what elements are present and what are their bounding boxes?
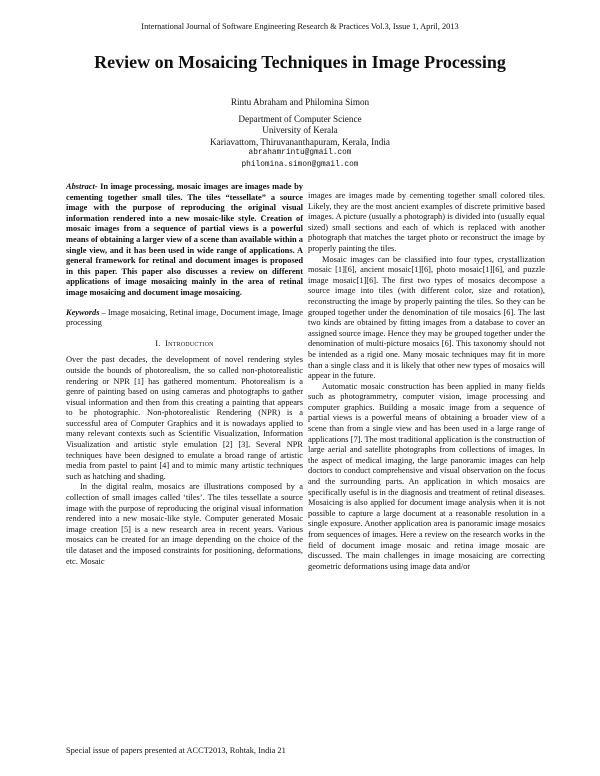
intro-paragraph-1: Over the past decades, the development of novel rendering styles outside the bounds of photorealism, the so called non-photorealistic rendering or NPR [1] has gathered momentum. Photorealism is a genre of painting based on using cameras and photographs to gather visual information and then from this creating a painting that appears to be photographic. Non-photorealistic Rendering (NPR) is a successful area of Computer Graphics and it is nowadays applied to many relevant contexts such as Scientific Visualization, Information Visualization and artistic style emulation [2] [3]. Several NPR techniques have been designed to emulate a broad range of artistic media from pastel to paint [4] and to mimic many artistic techniques such as hatching and shading. [66,355,303,481]
keywords-label: Keywords [66,307,100,317]
intro-paragraph-2: In the digital realm, mosaics are illustrations composed by a collection of small images called ‘tiles’. The tiles tessellate a source image with the purpose of reproducing the original visual information rendered into a new mosaic-like style. Computer generated Mosaic image creation [5] is a new research area in recent years. Various mosaics can be created for an image depending on the choice of the tile dataset and the imposed constraints for positioning, deformations, etc. Mosaic [66,482,303,566]
author-email-2[interactable]: philomina.simon@gmail.com [241,160,359,169]
right-column [308,191,545,572]
section-heading-introduction [66,339,303,350]
right-paragraph-2: Mosaic images can be classified into four types, crystallization mosaic [1][6], ancient mosaic[1][6], photo mosaic[1][6], and puzzle image mosaic[1][6]. The first two types of mosaics decompose a source image into tiles (with different color, size and rotation), reconstructing the image by properly painting the tiles. So they can be grouped together under the denomination of tile mosaics [6]. The last two kinds are obtained by fitting images from a database to cover an assigned source image. Hence they may be grouped together under the denomination of multi-picture mosaics [6]. This taxonomy should not be intended as a rigid one. Many mosaic techniques may fit in more than a single class and it is likely that other new types of mosaics will appear in the future. [308,254,545,381]
author-block [0,97,600,171]
author-university: University of Kerala [262,125,338,135]
section-number: I. [155,338,161,348]
left-column [66,182,303,567]
page-footer: Special issue of papers presented at ACCT2013, Rohtak, India 21 [66,746,286,755]
author-address: Kariavattom, Thiruvananthapuram, Kerala, India [210,136,390,147]
author-names: Rintu Abraham and Philomina Simon [230,97,370,107]
abstract-label: Abstract- [66,182,98,191]
abstract [66,182,303,299]
right-paragraph-3: Automatic mosaic construction has been applied in many fields such as photogrammetry, computer vision, image processing and computer graphics. Building a mosaic image from a sequence of partial views is a powerful means of obtaining a broader view of a scene than from a single view and has been used in a large range of applications [7]. The most traditional application is the construction of large aerial and satellite photographs from collections of images. In the aspect of medical imaging, the large panoramic images can help doctors to conduct comprehensive and visual observation on the focus and the surrounding parts. An application in which mosaics are specifically useful is in the diagnosis and treatment of retinal diseases. Mosaicing is also applied for document image analysis when it is not possible to capture a large document at a reasonable resolution in a single exposure. Another application area is panoramic image mosaics from sequences of images. Here a review on the research works in the field of document image mosaic and retina image mosaic are discussed. The main challenges in image mosaicing are correcting geometric deformations using image data and/or [308,381,545,571]
author-email-1[interactable]: abrahamrintu@gmail.com [248,149,352,157]
keywords [66,308,303,329]
right-paragraph-1: images are images made by cementing together small colored tiles. Likely, they are the most ancient examples of discrete primitive based images. A picture (usually a photograph) is divided into (usually equal sized) small sections and each of which is replaced with another photograph that matches the target photo or reconstruct the image by properly painting the tiles. [308,191,545,253]
author-department: Department of Computer Science [238,113,362,124]
abstract-text: In image processing, mosaic images are images made by cementing together small tiles. The tiles “tessellate” a source image with the purpose of reproducing the original visual information rendered into a new mosaic-like style. Creation of mosaic images from a sequence of partial views is a powerful means of obtaining a larger view of a scene than available within a single view, and it has been used in wide range of applications. A general framework for retinal and document images is proposed in this paper. This paper also discusses a review on different applications of image mosaicing mainly in the area of retinal image mosaicing and document image mosaicing. [66,182,303,297]
paper-title: Review on Mosaicing Techniques in Image Processing [94,52,506,72]
journal-header: International Journal of Software Engineering Research & Practices Vol.3, Issue 1, April, 2013 [141,22,459,31]
section-title: Introduction [165,338,214,348]
keywords-text: – Image mosaicing, Retinal image, Document image, Image processing [66,307,303,328]
